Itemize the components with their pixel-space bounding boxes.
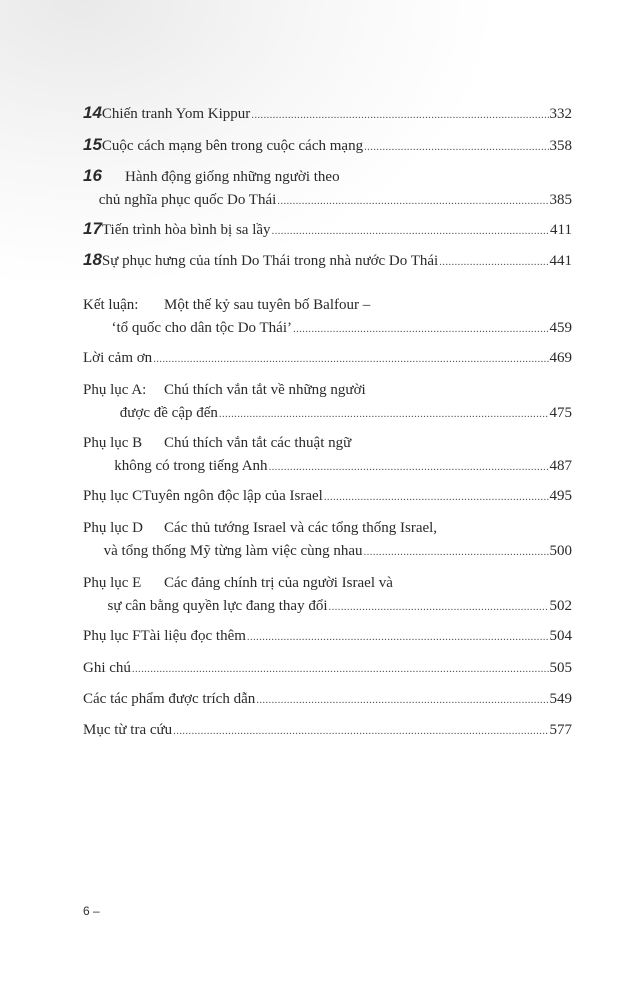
page-number: 411 bbox=[550, 222, 572, 238]
dot-leader bbox=[153, 352, 548, 367]
chapter-number: 16 bbox=[83, 166, 102, 185]
toc-entry-chapter-16[interactable] bbox=[83, 164, 572, 212]
toc-entry-appendix-e[interactable] bbox=[83, 572, 572, 618]
dot-leader bbox=[364, 140, 548, 155]
toc-entry-index[interactable] bbox=[83, 719, 572, 742]
page-number: 487 bbox=[549, 458, 572, 474]
entry-title: Tài liệu đọc thêm bbox=[140, 628, 246, 644]
entry-title-line-1: Hành động giống những người theo bbox=[125, 169, 340, 185]
page-number: 459 bbox=[549, 320, 572, 336]
entry-title: Tiến trình hòa bình bị sa lầy bbox=[101, 222, 271, 238]
toc-entry-appendix-a[interactable] bbox=[83, 379, 572, 425]
dot-leader bbox=[247, 630, 549, 645]
entry-title-line-2: được đề cập đến bbox=[119, 405, 218, 421]
entry-title-line-1: Một thế kỷ sau tuyên bố Balfour – bbox=[164, 297, 371, 313]
entry-title: Cuộc cách mạng bên trong cuộc cách mạng bbox=[101, 138, 364, 154]
dot-leader bbox=[256, 693, 548, 708]
toc-entry-notes[interactable] bbox=[83, 657, 572, 680]
dot-leader bbox=[364, 545, 549, 560]
toc-entry-chapter-14[interactable] bbox=[83, 101, 572, 126]
toc-entry-acknowledgements[interactable] bbox=[83, 347, 572, 370]
chapter-number: 14 bbox=[83, 103, 102, 122]
page-number: 504 bbox=[549, 628, 572, 644]
dot-leader bbox=[439, 255, 548, 270]
entry-title: Sự phục hưng của tính Do Thái trong nhà nước Do Thái bbox=[101, 253, 439, 269]
dot-leader bbox=[324, 490, 549, 505]
section-label: Phụ lục F bbox=[83, 628, 141, 644]
page-number: 495 bbox=[549, 488, 572, 504]
entry-title-line-1: Chú thích vắn tắt các thuật ngữ bbox=[164, 435, 352, 451]
page-number: 577 bbox=[549, 722, 572, 738]
section-label: Phụ lục B bbox=[83, 435, 143, 451]
page-number: 332 bbox=[549, 106, 572, 122]
chapter-number: 15 bbox=[83, 135, 102, 154]
dot-leader bbox=[173, 724, 548, 739]
entry-title-line-2: ‘tổ quốc cho dân tộc Do Thái’ bbox=[111, 320, 293, 336]
entry-title-line-2: sự cân bằng quyền lực đang thay đổi bbox=[107, 598, 328, 614]
page-number: 549 bbox=[549, 691, 572, 707]
page-number: 385 bbox=[549, 192, 572, 208]
toc-entry-chapter-15[interactable] bbox=[83, 133, 572, 158]
toc-entry-appendix-d[interactable] bbox=[83, 517, 572, 563]
page-number: 469 bbox=[549, 350, 572, 366]
page-footer bbox=[83, 904, 100, 918]
entry-title: Chiến tranh Yom Kippur bbox=[101, 106, 251, 122]
section-label: Phụ lục A: bbox=[83, 382, 147, 398]
dot-leader bbox=[269, 460, 549, 475]
footer-page-number: 6 bbox=[83, 904, 90, 918]
page-number: 505 bbox=[549, 660, 572, 676]
section-label: Phụ lục C bbox=[83, 488, 143, 504]
entry-title: Mục từ tra cứu bbox=[83, 722, 173, 738]
entry-title-line-1: Chú thích vắn tắt về những người bbox=[164, 382, 366, 398]
dot-leader bbox=[132, 662, 549, 677]
toc-entry-appendix-f[interactable] bbox=[83, 625, 572, 648]
dot-leader bbox=[277, 194, 548, 209]
entry-title-line-1: Các thủ tướng Israel và các tổng thống Israel, bbox=[164, 520, 438, 536]
dot-leader bbox=[272, 224, 550, 239]
toc-entry-chapter-18[interactable] bbox=[83, 248, 572, 273]
section-label: Phụ lục D bbox=[83, 520, 143, 536]
toc-entry-conclusion[interactable] bbox=[83, 294, 572, 340]
entry-title: Tuyên ngôn độc lập của Israel bbox=[142, 488, 323, 504]
page-number: 502 bbox=[549, 598, 572, 614]
toc-entry-appendix-c[interactable] bbox=[83, 485, 572, 508]
dot-leader bbox=[219, 407, 549, 422]
entry-title-line-2: không có trong tiếng Anh bbox=[114, 458, 268, 474]
entry-title: Các tác phẩm được trích dẫn bbox=[83, 691, 256, 707]
section-label: Phụ lục E bbox=[83, 575, 142, 591]
chapter-number: 17 bbox=[83, 219, 102, 238]
page-number: 500 bbox=[549, 543, 572, 559]
section-label: Kết luận: bbox=[83, 297, 139, 313]
page-number: 358 bbox=[549, 138, 572, 154]
toc-entry-appendix-b[interactable] bbox=[83, 432, 572, 478]
dot-leader bbox=[329, 600, 549, 615]
entry-title-line-2: chủ nghĩa phục quốc Do Thái bbox=[98, 192, 277, 208]
footer-dash: – bbox=[93, 904, 100, 918]
dot-leader bbox=[293, 322, 548, 337]
dot-leader bbox=[251, 108, 548, 123]
toc-entry-works-cited[interactable] bbox=[83, 688, 572, 711]
entry-title: Lời cảm ơn bbox=[83, 350, 153, 366]
chapter-number: 18 bbox=[83, 250, 102, 269]
entry-title-line-1: Các đảng chính trị của người Israel và bbox=[164, 575, 393, 591]
entry-title-line-2: và tổng thống Mỹ từng làm việc cùng nhau bbox=[103, 543, 363, 559]
page-number: 475 bbox=[549, 405, 572, 421]
page-number: 441 bbox=[549, 253, 572, 269]
entry-title: Ghi chú bbox=[83, 660, 131, 676]
toc-entry-chapter-17[interactable] bbox=[83, 217, 572, 242]
